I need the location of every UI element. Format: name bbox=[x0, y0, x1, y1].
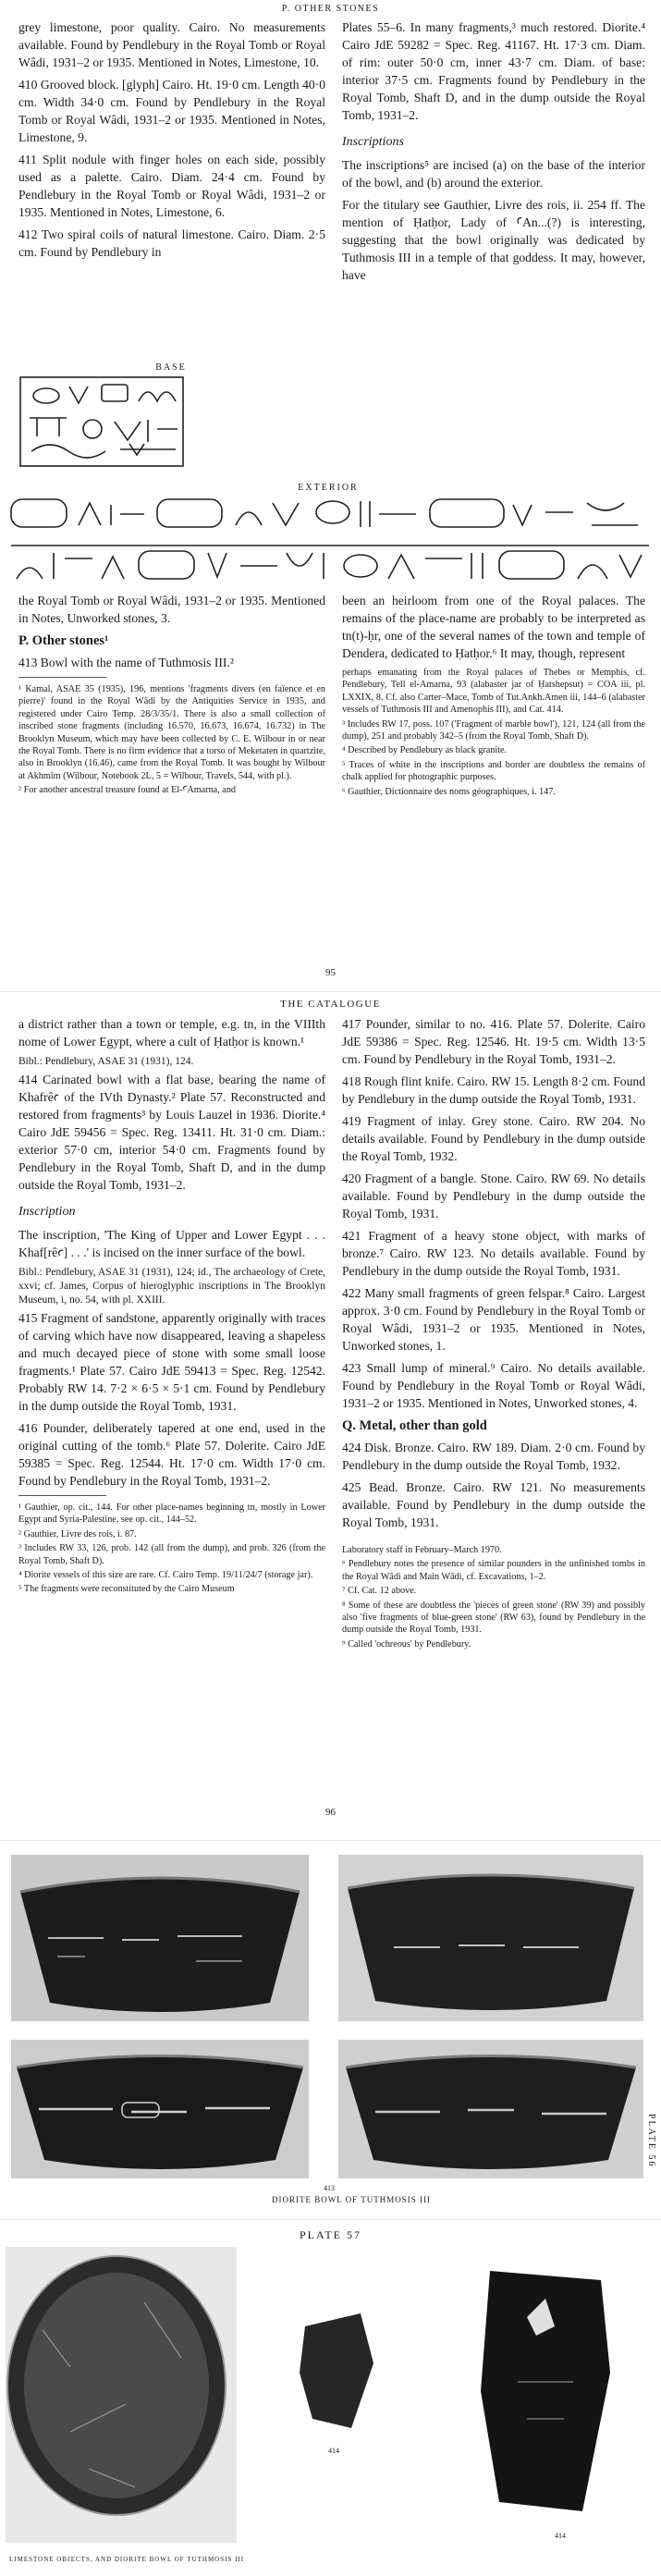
page-divider bbox=[0, 991, 661, 992]
bibliography: Bibl.: Pendlebury, ASAE 31 (1931), 124; id., The archaeology of Crete, xxvi; cf. James, Corpus of hieroglyphic inscriptions in The Brooklyn Museum, i, no. 54, with pl. XXIII. bbox=[18, 1267, 325, 1306]
entry-423: 423 Small lump of mineral.⁹ Cairo. No details available. Found by Pendlebury in the Royal Tomb or Royal Wâdi, 1931–2 or 1935. Mentioned in Notes, Unworked stones, 4. bbox=[342, 1361, 645, 1410]
fragment-photo-1 bbox=[296, 2308, 379, 2437]
left-column bbox=[18, 18, 325, 265]
page-divider bbox=[0, 2219, 661, 2220]
paragraph: been an heirloom from one of the Royal palaces. The remains of the place-name are probably to be interpreted as tn(t)-ḥr, one of the several names of the town and temple of Dendera, dedicated to Ḥatḥor.⁶ It may, though, represent bbox=[342, 594, 645, 660]
running-head: THE CATALOGUE bbox=[280, 999, 381, 1010]
bowl-photo-2 bbox=[338, 1855, 643, 2021]
entry-420: 420 Fragment of a bangle. Stone. Cairo. RW 69. No details available. Found by Pendlebury in the dump outside the Royal Tomb, 1931. bbox=[342, 1171, 645, 1221]
bowl-photo-1 bbox=[11, 1855, 309, 2021]
section-heading: Q. Metal, other than gold bbox=[342, 1418, 487, 1433]
bowl-top-photo bbox=[6, 2247, 237, 2543]
entry-414: 414 Carinated bowl with a flat base, bearing the name of Khafrêꜥ of the IVth Dynasty.² Plate 57. Reconstructed and restored from fragments³ by Louis Lauzel in 1936. Diorite.⁴ Cairo JdE 59456 = Spec. Reg. 13411. Ht. 31·0 cm. Diam.: exterior 57·0 cm, interior 54·0 cm. Fragments found by Pendlebury in the Royal Tomb, Shaft D, and in the dump outside the Royal Tomb, 1931–2. bbox=[18, 1073, 325, 1192]
entry-410: 410 Grooved block. [glyph] Cairo. Ht. 19·0 cm. Length 40·0 cm. Width 34·0 cm. Found by Pendlebury in the Royal Tomb or Royal Wâdi, 1931–2 or 1935. Mentioned in Notes, Limestone, 9. bbox=[18, 78, 325, 144]
entry-422: 422 Many small fragments of green felspar.⁸ Cairo. Largest approx. 3·0 cm. Found by Pendlebury in the Royal Tomb or Royal Wâdi, 1931–2 or 1935. Mentioned in Notes, Unworked stones, 1. bbox=[342, 1286, 645, 1353]
plate-caption: LIMESTONE OBJECTS, AND DIORITE BOWL OF TUTHMOSIS III bbox=[9, 2556, 245, 2563]
left-column bbox=[18, 1015, 325, 1598]
figure-label-base: BASE bbox=[155, 362, 187, 373]
paragraph: the Royal Tomb or Royal Wâdi, 1931–2 or 1935. Mentioned in Notes, Unworked stones, 3. bbox=[18, 594, 325, 625]
entry-413: 413 Bowl with the name of Tuthmosis III.² bbox=[18, 656, 234, 669]
entry-415: 415 Fragment of sandstone, apparently originally with traces of carving which have now disappeared, leaving a shapeless and much decayed piece of stone with some small loose fragments.¹ Plate 57. Cairo JdE 59413 = Spec. Reg. 12542. Probably RW 14. 7·2 × 6·5 × 5·1 cm. Found by Pendlebury in the dump outside the Royal Tomb, 1931. bbox=[18, 1311, 325, 1413]
footnote: ² Gauthier, Livre des rois, i. 87. bbox=[18, 1528, 137, 1539]
footnote: ³ Includes RW 17, poss. 107 ('Fragment of marble bowl'), 121, 124 (all from the dump), 251 and probably 342–5 (from the Royal Tomb, Shaft D). bbox=[342, 718, 645, 742]
base-inscription-figure bbox=[18, 374, 185, 471]
plate-caption: DIORITE BOWL OF TUTHMOSIS III bbox=[272, 2195, 431, 2204]
page-95 bbox=[0, 0, 661, 987]
paragraph: The inscriptions⁵ are incised (a) on the base of the interior of the bowl, and (b) around the exterior. bbox=[342, 158, 645, 190]
plate-57 bbox=[0, 2225, 661, 2576]
plate-56 bbox=[0, 1846, 661, 2215]
footnote: ¹ Kamal, ASAE 35 (1935), 196, mentions 'fragments divers (en faïence et en pierre)' found in the Royal Wâdi by the Antiquities Service in 1935, and registered under Cairo Temp. 28/3/35/1. There is also a small collection of inscribed stone fragments (including 16.570, 16.673, 16.674, 16.732) in The Brooklyn Museum, which may have been collected by C. E. Wilbour in or near the Royal Tomb. There is no firm evidence that a torso of Meketaten in quartzite, also in Brooklyn (16.46), came from the Royal Tomb. It was bought by Wilbour at Akhmîm (Wilbour, Notebook 2L, 5 = Wilbour, Travels, 544, with pl.). bbox=[18, 684, 325, 781]
bibliography: Bibl.: Pendlebury, ASAE 31 (1931), 124. bbox=[18, 1056, 194, 1067]
entry-425: 425 Bead. Bronze. Cairo. RW 121. No measurements available. Found by Pendlebury in the dump outside the Royal Tomb, 1931. bbox=[342, 1480, 645, 1529]
paragraph: The inscription, 'The King of Upper and Lower Egypt . . . Khaf[rêꜥ] . . .' is incised on the inner surface of the bowl. bbox=[18, 1228, 325, 1259]
entry-419: 419 Fragment of inlay. Grey stone. Cairo. RW 204. No details available. Found by Pendlebury in the dump outside the Royal Tomb, 1932. bbox=[342, 1114, 645, 1163]
photo-number: 413 bbox=[324, 2184, 335, 2192]
entry-424: 424 Disk. Bronze. Cairo. RW 189. Diam. 2·0 cm. Found by Pendlebury in the dump outside the Royal Tomb, 1932. bbox=[342, 1441, 645, 1472]
photo-number: 414 bbox=[328, 2447, 339, 2455]
entry-411: 411 Split nodule with finger holes on each side, possibly used as a palette. Cairo. Diam. 24·4 cm. Found by Pendlebury in the Royal Tomb or Royal Wâdi, 1931–2 or 1935. Mentioned in Notes, Limestone, 6. bbox=[18, 153, 325, 219]
paragraph: a district rather than a town or temple, e.g. tn, in the VIIIth nome of Lower Egypt, where a cult of Ḥatḥor is known.¹ bbox=[18, 1017, 325, 1049]
figure-label-exterior: EXTERIOR bbox=[298, 483, 359, 493]
paragraph: grey limestone, poor quality. Cairo. No measurements available. Found by Pendlebury in the Royal Tomb or Royal Wâdi, 1931–2 or 1935. Mentioned in Notes, Limestone, 10. bbox=[18, 20, 325, 69]
paragraph: For the titulary see Gauthier, Livre des rois, ii. 254 ff. The mention of Ḥatḥor, Lady of ꜤAn...(?) is interesting, suggesting that the bowl originally was dedicated by Tuthmosis III in a temple of that goddess. It may, however, have bbox=[342, 198, 645, 282]
plate-title: PLATE 57 bbox=[300, 2228, 361, 2241]
footnote: ⁵ The fragments were reconstituted by the Cairo Museum bbox=[18, 1584, 235, 1595]
footnote: ⁶ Gauthier, Dictionnaire des noms géographiques, i. 147. bbox=[342, 786, 556, 797]
section-heading: P. Other stones¹ bbox=[18, 633, 109, 648]
footnote: perhaps emanating from the Royal palaces of Thebes or Memphis, cf. Pendlebury, Tell el-Amarna, 93 (alabaster jar of Ḥatshepsut) = COA iii, pl. LXXIX, 8. Cf. also Carter–Mace, Tomb of Tut.Ankh.Amen iii, 144–6 (alabaster vessels of Tuthmosis III and Amenophis III), and Cat. 414. bbox=[342, 668, 645, 716]
exterior-inscription-figure bbox=[9, 494, 652, 586]
fragment-photo-2 bbox=[471, 2262, 619, 2521]
inscriptions-heading: Inscriptions bbox=[342, 135, 404, 149]
bowl-photo-3 bbox=[11, 2040, 309, 2178]
lower-left-column bbox=[18, 592, 325, 799]
footnote: ⁸ Some of these are doubtless the 'pieces of green stone' (RW 39) and possibly also 'five fragments of blue-green stone' (RW 63), found by Pendlebury in the dump outside the Royal Tomb, 1931. bbox=[342, 1600, 645, 1636]
footnote: ⁷ Cf. Cat. 12 above. bbox=[342, 1586, 417, 1597]
running-head: P. OTHER STONES bbox=[281, 4, 380, 14]
right-column bbox=[342, 18, 645, 288]
page-number: 96 bbox=[325, 1807, 336, 1818]
footnote: ⁴ Diorite vessels of this size are rare. Cf. Cairo Temp. 19/11/24/7 (storage jar). bbox=[18, 1570, 313, 1581]
entry-418: 418 Rough flint knife. Cairo. RW 15. Length 8·2 cm. Found by Pendlebury in the dump outside the Royal Tomb, 1931. bbox=[342, 1074, 645, 1106]
footnote: ⁶ Pendlebury notes the presence of similar pounders in the unfinished tombs in the Royal Wâdi and Main Wâdi, cf. Excavations, 1–2. bbox=[342, 1559, 645, 1582]
plate-side-label: PLATE 56 bbox=[646, 2114, 656, 2168]
footnote: ² For another ancestral treasure found at El-ꜤAmarna, and bbox=[18, 785, 237, 796]
entry-412: 412 Two spiral coils of natural limestone. Cairo. Diam. 2·5 cm. Found by Pendlebury in bbox=[18, 227, 325, 259]
lower-right-column bbox=[342, 592, 645, 800]
right-column bbox=[342, 1015, 645, 1652]
footnote: ⁹ Called 'ochreous' by Pendlebury. bbox=[342, 1638, 471, 1650]
bowl-photo-4 bbox=[338, 2040, 643, 2178]
footnote: Laboratory staff in February–March 1970. bbox=[342, 1545, 502, 1555]
inscription-heading: Inscription bbox=[18, 1205, 76, 1219]
entry-421: 421 Fragment of a heavy stone object, with marks of bronze.⁷ Cairo. RW 123. No details available. Found by Pendlebury in the dump outside the Royal Tomb, 1931. bbox=[342, 1229, 645, 1278]
entry-416: 416 Pounder, deliberately tapered at one end, used in the original cutting of the tomb.⁶ Plate 57. Dolerite. Cairo JdE 59385 = Spec. Reg. 12544. Ht. 17·0 cm. Width 17·0 cm. Found by Pendlebury in the Royal Tomb, 1931–2. bbox=[18, 1421, 325, 1488]
footnote-rule bbox=[18, 1495, 106, 1496]
footnote: ⁵ Traces of white in the inscriptions and border are doubtless the remains of chalk applied for photographic purposes. bbox=[342, 759, 645, 783]
photo-number: 414 bbox=[555, 2532, 566, 2540]
footnote-rule bbox=[18, 677, 106, 678]
page-96 bbox=[0, 997, 661, 1836]
page-number: 95 bbox=[325, 967, 336, 978]
footnote: ⁴ Described by Pendlebury as black granite. bbox=[342, 745, 508, 756]
footnote: ³ Includes RW 33, 126, prob. 142 (all from the dump), and prob. 326 (from the Royal Tomb, Shaft D). bbox=[18, 1543, 325, 1566]
entry-417: 417 Pounder, similar to no. 416. Plate 57. Dolerite. Cairo JdE 59386 = Spec. Reg. 12546. Ht. 19·5 cm. Width 13·5 cm. Found by Pendlebury in the Royal Tomb, 1931–2. bbox=[342, 1017, 645, 1066]
footnote: ¹ Gauthier, op. cit., 144. For other place-names beginning tn, mostly in Lower Egypt and Syria-Palestine, see op. cit., 144–52. bbox=[18, 1503, 325, 1526]
entry-413-detail: Plates 55–6. In many fragments,³ much restored. Diorite.⁴ Cairo JdE 59282 = Spec. Reg. 41167. Ht. 17·3 cm. Diam. of rim: outer 50·0 cm, inner 43·7 cm. Diam. of base: interior 37·5 cm. Fragments found by Pendlebury in the Royal Tomb, Shaft D, and in the dump outside the Royal Tomb, 1931–2. bbox=[342, 20, 645, 122]
page-divider bbox=[0, 1840, 661, 1841]
